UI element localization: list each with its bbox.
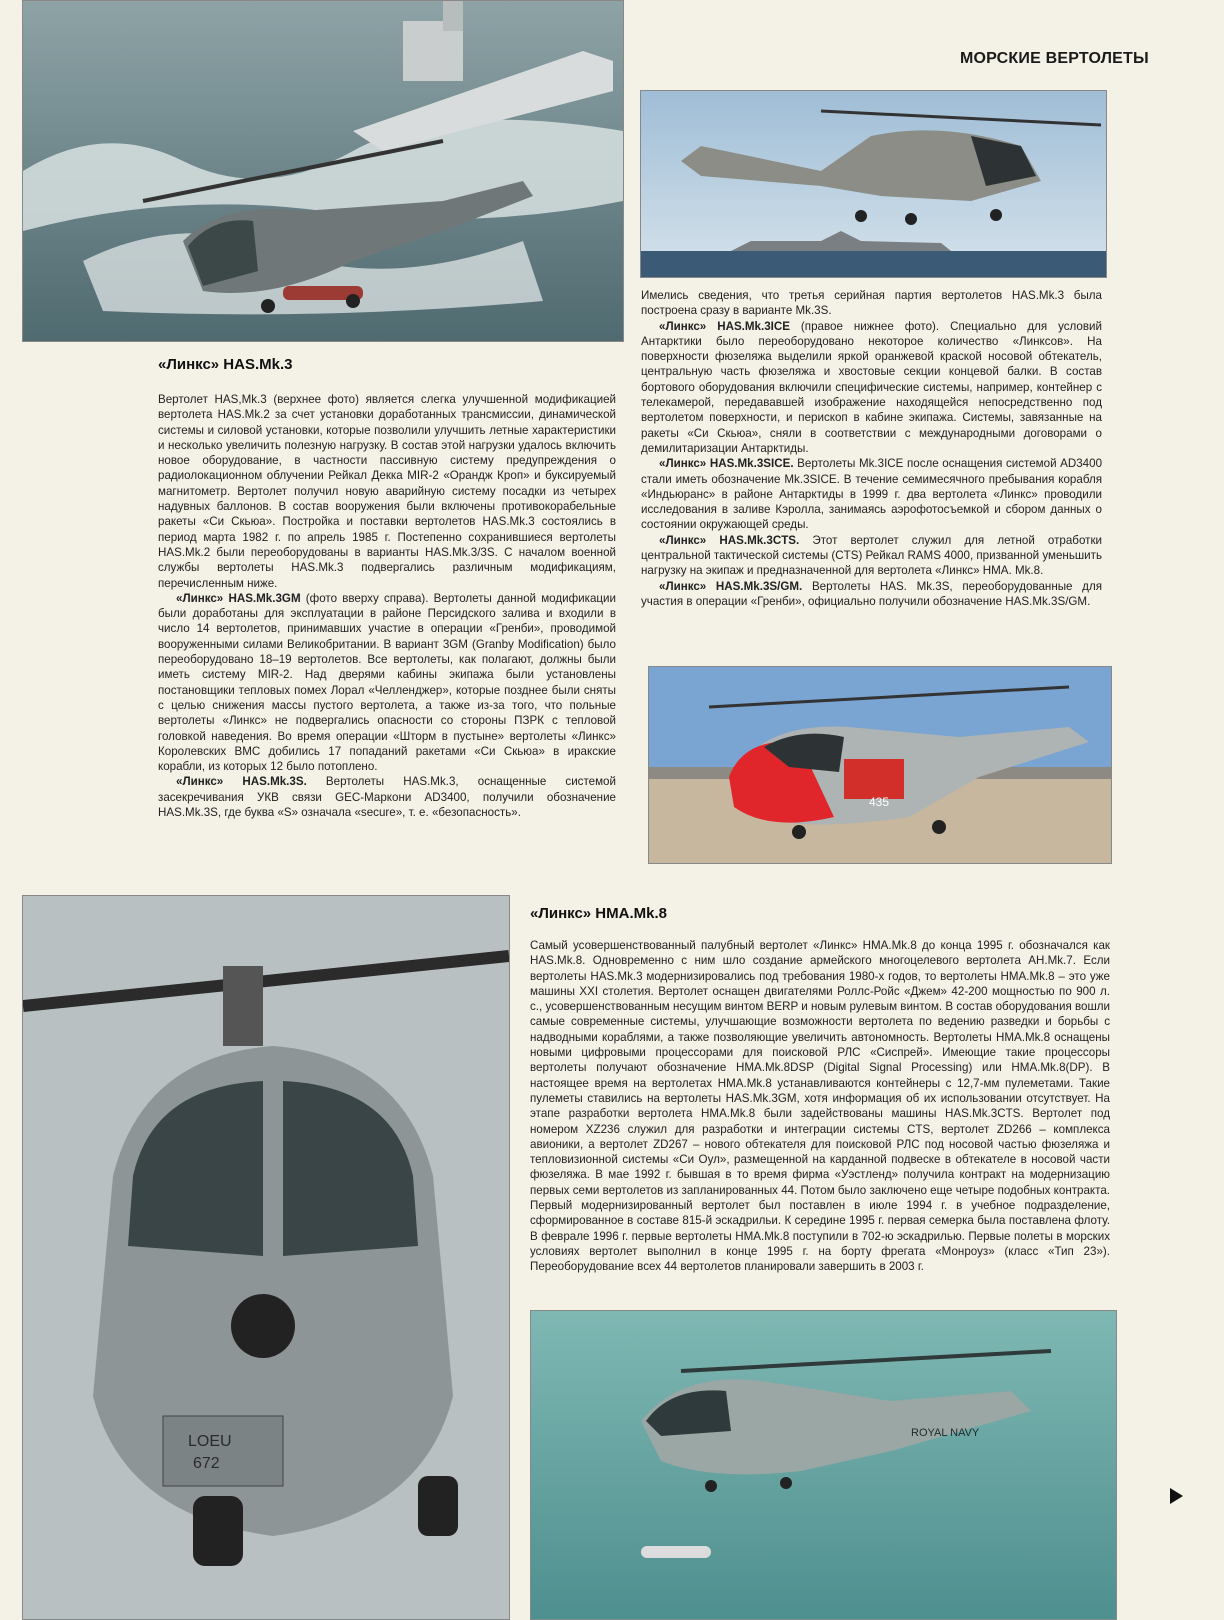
- term: «Линкс» HAS.Mk.3S.: [176, 775, 307, 789]
- paragraph-text: Вертолеты HAS.Mk.3, оснащенные системой засекречивания УКВ связи GEC-Маркони AD3400, получили обозначение HAS.Mk.3S, где буква «S» означала «secure», т. е. «безопасность».: [158, 775, 616, 820]
- term: «Линкс» HAS.Mk.3SICE.: [659, 457, 794, 471]
- text-block-variants: [641, 288, 1102, 609]
- paragraph-text: (правое нижнее фото). Специально для условий Антарктики было переоборудовано некоторое количество «Линксов». На поверхности фюзеляжа выделили яркой оранжевой краской носовой обтекатель, центральную часть фюзеляжа и хвостовые секции концевой балки. В состав бортового оборудования включили специфические системы, например, контейнер с телекамерой, передававшей изображение находящейся непосредственно под вертолетом поверхности, и перископ в кабине экипажа. Системы, завязанные на ракеты «Си Скьюа», сняли в соответствии с международными договорами о демилитаризации Антарктиды.: [641, 319, 1102, 455]
- paragraph-text: Вертолеты Mk.3ICE после оснащения системой AD3400 стали иметь обозначение Mk.3SICE. В течение семимесячного пребывания корабля «Индьюранс» в районе Антарктиды в 1999 г. два вертолета «Линкс» проводили исследования в заливе Кэролла, занимаясь аэрофотосъемкой и сбором данных о состоянии окружающей среды.: [641, 457, 1103, 532]
- paragraph: Вертолет HAS,Mk.3 (верхнее фото) является слегка улучшенной модификацией вертолета HAS.Mk.2 за счет установки доработанных трансмиссии, динамической системы и силовой установки, которые позволили улучшить летные характеристики и несколько увеличить полезную нагрузку. В состав этой нагрузки удалось включить новое оборудование, в частности пассивную систему предупреждения о радиолокационном облучении Рейкал Декка MIR-2 «Орандж Кроп» и буксируемый магнитометр. Вертолет получил новую аварийную систему посадки из четырех надувных баллонов. В состав вооружения были включены противокорабельные ракеты «Си Скьюа». Постройка и поставки вертолетов HAS.Mk.3 состоялись в период марта 1982 г. по апрель 1985 г. Постепенно сохранившиеся вертолеты HAS.Mk.2 были переоборудованы в варианты HAS.Mk.3/3S. С началом военной службы вертолеты HAS.Mk.3 подвергались различным модификациям, перечисленным ниже.: [158, 393, 616, 590]
- paragraph: [641, 319, 1102, 457]
- term: «Линкс» HAS.Mk.3CTS.: [659, 533, 800, 547]
- term: «Линкс» HAS.Mk.3GM: [176, 591, 301, 605]
- paragraph: [641, 579, 1102, 610]
- photo-lynx-has-mk3gm: [640, 90, 1107, 278]
- plate-text-line2: 672: [193, 1455, 220, 1472]
- photo-lynx-hma-mk8-front: [22, 895, 510, 1620]
- paragraph: Имелись сведения, что третья серийная партия вертолетов HAS.Mk.3 была построена сразу в варианте Mk.3S.: [641, 289, 1102, 318]
- next-page-arrow-icon: [1170, 1488, 1183, 1504]
- term: «Линкс» HAS.Mk.3ICE: [659, 319, 790, 333]
- term: «Линкс» HAS.Mk.3S/GM.: [659, 579, 803, 593]
- plate-text-line1: LOEU: [188, 1433, 232, 1450]
- photo-lynx-hma-mk8-flight: [530, 1310, 1117, 1620]
- paragraph: [158, 591, 616, 775]
- paragraph-text: Вертолеты HAS. Mk.3S, переоборудованные для участия в операции «Гренби», официально получили обозначение HAS.Mk.3S/GM.: [641, 579, 1102, 608]
- heading-has-mk3: «Линкс» HAS.Mk.3: [158, 356, 293, 373]
- text-block-hma-mk8: [530, 938, 1110, 1275]
- paragraph-text: (фото вверху справа). Вертолеты данной модификации были доработаны для эксплуатации в районе Персидского залива и входили в число 14 вертолетов, принимавших участие в операции «Гренби», проводимой вооруженными силами Великобритании. В вариант 3GM (Granby Modification) было переоборудовано 18–19 вертолетов. Все вертолеты, как полагают, должны были иметь систему MIR-2. Над дверями кабины экипажа были установлены постановщики тепловых помех Лорал «Челленджер», которые позднее были сняты с целью снижения массы пустого вертолета, а также из-за того, что польные вертолеты «Линкс» не подвергались опасности со стороны ПЗРК с тепловой головкой наведения. Во время операции «Шторм в пустыне» вертолеты «Линкс» Королевских ВМС добились 17 попаданий ракетами «Си Скьюа» в иракские корабли, из которых 12 было потоплено.: [158, 591, 616, 774]
- text-block-has-mk3: [158, 392, 616, 820]
- running-head: МОРСКИЕ ВЕРТОЛЕТЫ: [960, 50, 1149, 67]
- photo-lynx-has-mk3ice: [648, 666, 1112, 864]
- paragraph-text: Этот вертолет служил для летной отработки центральной тактической системы (CTS) Рейкал RAMS 4000, призванной уменьшить нагрузку на экипаж и предназначенной для вертолета «Линкс» HMA. Mk.8.: [641, 533, 1102, 578]
- heading-hma-mk8: «Линкс» HMA.Mk.8: [530, 905, 667, 922]
- photo-lynx-has-mk3: [22, 0, 624, 342]
- fuselage-text: ROYAL NAVY: [911, 1427, 980, 1439]
- paragraph: [641, 456, 1102, 532]
- paragraph: Самый усовершенствованный палубный вертолет «Линкс» HMA.Mk.8 до конца 1995 г. обозначался как HAS.Mk.8. Одновременно с ним шло создание армейского многоцелевого вертолета AH.Mk.7. Если вертолеты HAS.Mk.3 модернизировались под требования 1980-х годов, то вертолеты HMA.Mk.8 – это уже машины XXI столетия. Вертолет оснащен двигателями Роллс-Ройс «Джем» 42-200 мощностью по 900 л. с., усовершенствованным несущим винтом BERP и новым рулевым винтом. В состав оборудования вошли самые современные системы, улучшающие возможности вертолета по ведению разведки и борьбы с надводными кораблями, а также позволяющие увеличить автономность. Вертолеты HMA.Mk.8 оснащены новыми цифровыми процессорами для поисковой РЛС «Сиспрей». Имеющие такие процессоры вертолеты получают обозначение HMA.Mk.8DSP (Digital Signal Processing) или HMA.Mk.8(DP). В настоящее время на вертолетах HMA.Mk.8 устанавливаются контейнеры с 12,7-мм пулеметами. Такие пулеметы ставились на вертолеты HAS.Mk.3GM, хотя информация об их использовании отсутствует. На этапе разработки вертолета HMA.Mk.8 были задействованы машины HAS.Mk.3CTS. Вертолет под номером XZ236 служил для разработки и интеграции системы CTS, вертолет ZD266 – комплекса авионики, а вертолет ZD267 – нового обтекателя для поисковой РЛС под носовой частью фюзеляжа и тепловизионной системы «Си Оул», размещенной на карданной подвеске в обтекателе в носовой части фюзеляжа. В мае 1992 г. бывшая в то время фирма «Уэстленд» получила контракт на модернизацию первых семи вертолетов из запланированных 44. Потом было заключено еще четыре подобных контракта. Первый модернизированный вертолет был поставлен в июле 1994 г. в учебное подразделение, сформированное в составе 815-й эскадрильи. К середине 1995 г. первая семерка была поставлена флоту. В феврале 1996 г. первые вертолеты HMA.Mk.8 поступили в 702-ю эскадрилью. Первые полеты в морских условиях вертолет выполнил в конце 1995 г. на борту фрегата «Монроуз» (класс «Тип 23»). Переоборудование всех 44 вертолетов планировали завершить в 2003 г.: [530, 939, 1110, 1274]
- aircraft-number: 435: [869, 795, 890, 809]
- paragraph: [158, 774, 616, 820]
- paragraph: [641, 533, 1102, 579]
